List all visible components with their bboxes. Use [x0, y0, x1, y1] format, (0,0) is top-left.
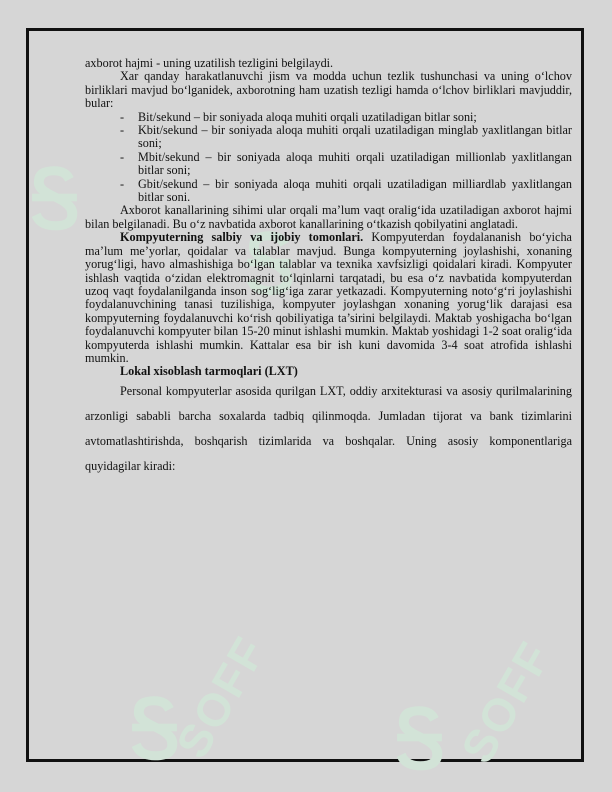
list-item-text: Bit/sekund – bir soniyada aloqa muhiti orqali uzatiladigan bitlar soni; [138, 109, 477, 124]
list-item-text: Gbit/sekund – bir soniyada aloqa muhiti orqali uzatiladigan milliardlab yaxlitlangan bitlar soni. [138, 176, 572, 205]
list-item [85, 151, 572, 178]
bullet-dash: - [120, 123, 125, 138]
watermark-logo-icon: Ꭶ [130, 685, 181, 774]
bullet-dash: - [120, 109, 125, 124]
document-body [85, 57, 572, 479]
paragraph: Personal kompyuterlar asosida qurilgan LXT, oddiy arxitekturasi va asosiy qurilmalarining arzonligi sababli barcha soxalarda tadbiq qilinmoqda. Jumladan tijorat va bank tizimlarini avtomatlashtirishda, boshqarish tizimlarida va boshqalar. Uning asosiy komponentlariga quyidagilar kiradi: [85, 383, 572, 473]
list-item-text: Mbit/sekund – bir soniyada aloqa muhiti orqali uzatiladigan millionlab yaxlitlangan bitlar soni; [138, 149, 572, 178]
watermark-logo-icon: Ꭶ [245, 220, 296, 309]
section-heading: Lokal xisoblash tarmoqlari (LXT) [120, 364, 298, 379]
paragraph: Axborot kanallarining sihimi ular orqali ma’lum vaqt oralig‘ida uzatiladigan axborot hajmi bilan belgilanadi. Bu o‘z navbatida axborot kanallarining o‘tkazish qobilyatini anglatadi. [85, 203, 572, 231]
bullet-dash: - [120, 149, 125, 164]
paragraph-text: Kompyuterdan foydalananish bo‘yicha ma’lum me’yorlar, qoidalar va talablar mavjud. Bunga kompyuterning joylashishi, xonaning yorug‘ligi, havo almashishiga bo‘lgan talablar va texnika xavfsizligi qoidalari kiradi. Kompyuter ishlash vaqtida o‘zidan elektromagnit to‘lqinlarni tarqatadi, bu esa o‘z navbatida kompyuterdan uzoq vaqt foydalanilganda inson sog‘lig‘iga zarar yetkazadi. Kompyuterning noto‘g‘ri joylashishi foydalanuvchining tanasi tuzilishiga, kompyuter joylashgan xonaning yorug‘lik darajasi esa kompyuterning foydalanuvchi ko‘rish qobiliyatiga ta’sirini belgilaydi. Maktab yoshigacha bo‘lgan foydalanuvchi kompyuter bilan 15-20 minut ishlashi mumkin. Maktab yoshidagi 1-2 soat oralig‘ida kompyuterda ishlashi mumkin. Kattalar esa bir ish kuni davomida 3-4 soat atrofida ishlashi mumkin. [85, 230, 572, 365]
watermark-text: SOFF [450, 632, 562, 772]
paragraph [85, 231, 572, 365]
list-item [85, 124, 572, 151]
list-item [85, 178, 572, 205]
list-item-text: Kbit/sekund – bir soniyada aloqa muhiti orqali uzatiladigan minglab yaxlitlangan bitlar soni; [138, 123, 572, 151]
section-title-inline: Kompyuterning salbiy va ijobiy tomonlari. [120, 230, 364, 245]
list-item [85, 111, 572, 124]
bullet-dash: - [120, 176, 125, 191]
watermark-logo-icon: Ꭶ [30, 155, 81, 244]
watermark-logo-icon: Ꭶ [395, 695, 446, 784]
watermark-text: SOFF [165, 627, 277, 767]
paragraph: axborot hajmi - uning uzatilish tezligini belgilaydi. [85, 56, 334, 70]
bullet-list [85, 111, 572, 205]
paragraph: Xar qanday harakatlanuvchi jism va modda uchun tezlik tushunchasi va uning o‘lchov birliklari mavjud bo‘lganidek, axborotning ham uzatish tezligi hamda o‘lchov birliklari mavjuddir, bular: [85, 69, 572, 111]
